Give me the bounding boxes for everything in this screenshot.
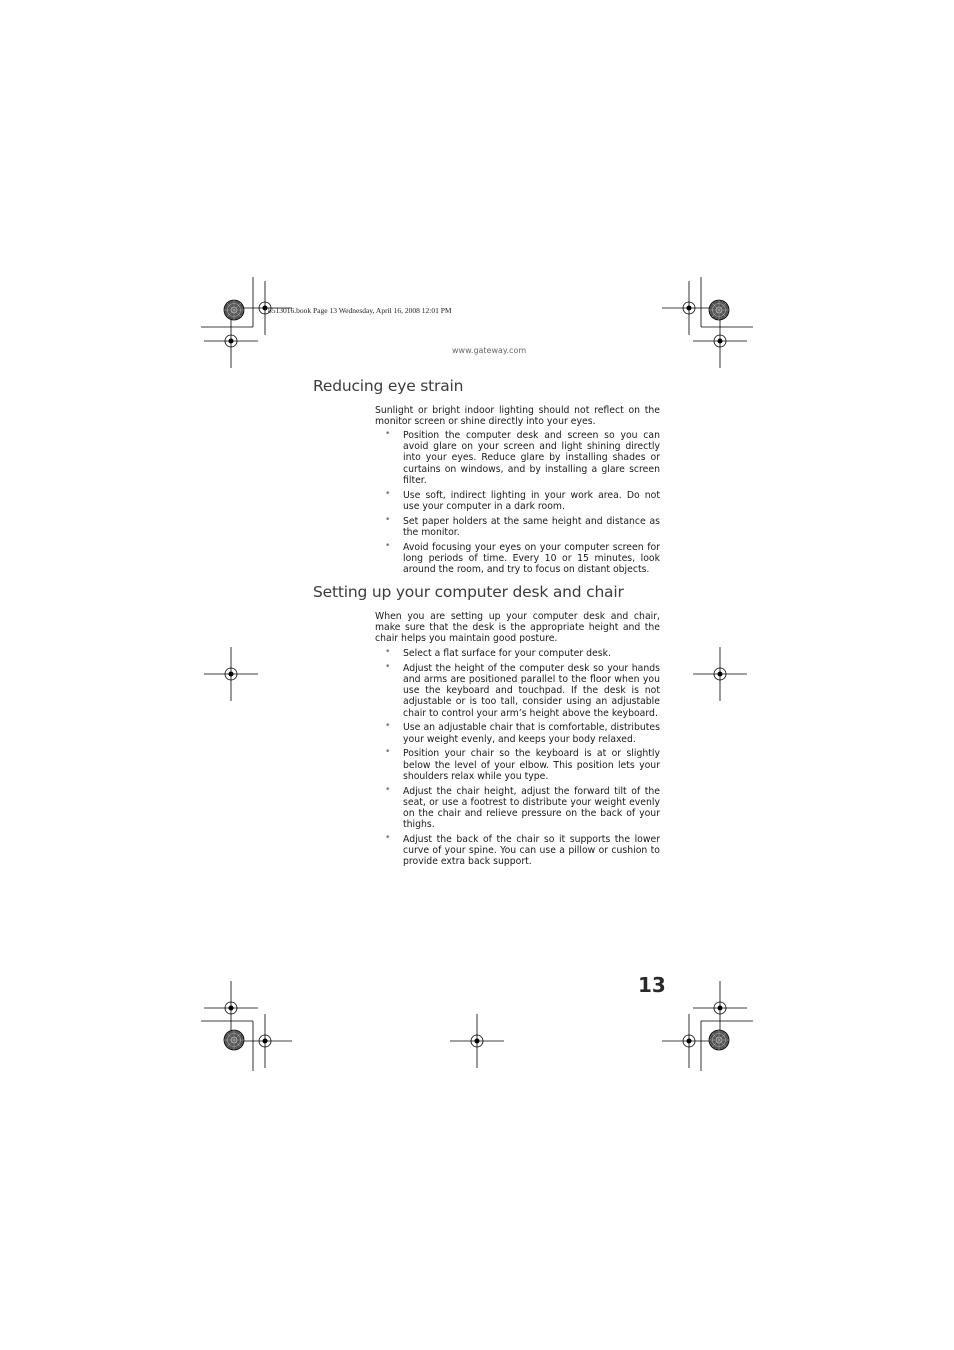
list-item: • Adjust the back of the chair so it supports the lower curve of your spine. You can use a pillow or cushion to provide extra back support. bbox=[385, 833, 660, 868]
bullet-icon: • bbox=[385, 661, 391, 672]
list-item: • Use an adjustable chair that is comfortable, distributes your weight evenly, and keeps your body relaxed. bbox=[385, 721, 660, 745]
site-url: www.gateway.com bbox=[452, 346, 527, 355]
bullet-icon: • bbox=[385, 429, 391, 439]
list-item: • Use soft, indirect lighting in your work area. Do not use your computer in a dark room. bbox=[385, 488, 660, 512]
bullet-icon: • bbox=[385, 747, 391, 758]
print-header-info: 8513016.book Page 13 Wednesday, April 16, 2008 12:01 PM bbox=[268, 306, 452, 315]
eye-strain-tips-list bbox=[375, 430, 660, 579]
bullet-icon: • bbox=[385, 514, 391, 525]
list-item: • Avoid focusing your eyes on your computer screen for long periods of time. Every 10 or 15 minutes, look around the room, and try to focus on distant objects. bbox=[385, 540, 660, 576]
bullet-icon: • bbox=[385, 488, 391, 499]
section-title-desk-and-chair: Setting up your computer desk and chair bbox=[313, 583, 624, 601]
bullet-icon: • bbox=[385, 647, 391, 657]
section-title-reducing-eye-strain: Reducing eye strain bbox=[313, 377, 464, 395]
page-number: 13 bbox=[638, 973, 666, 997]
bullet-icon: • bbox=[385, 721, 391, 732]
list-item: • Position the computer desk and screen so you can avoid glare on your screen and light shining directly into your eyes. Reduce glare by installing shades or curtains on windows, and by installing a glare screen filter. bbox=[385, 429, 660, 486]
bullet-icon: • bbox=[385, 540, 391, 551]
section-intro: Sunlight or bright indoor lighting should not reflect on the monitor screen or shine directly into your eyes. bbox=[375, 405, 660, 428]
list-item: • Position your chair so the keyboard is at or slightly below the level of your elbow. This position lets your shoulders relax while you type. bbox=[385, 747, 660, 782]
list-item: • Adjust the chair height, adjust the forward tilt of the seat, or use a footrest to distribute your weight evenly on the chair and relieve pressure on the back of your thighs. bbox=[385, 784, 660, 831]
desk-chair-tips-list bbox=[375, 648, 660, 871]
bullet-icon: • bbox=[385, 784, 391, 795]
list-item: • Select a flat surface for your computer desk. bbox=[385, 647, 611, 659]
list-item: • Set paper holders at the same height and distance as the monitor. bbox=[385, 514, 660, 538]
section-intro: When you are setting up your computer desk and chair, make sure that the desk is the appropriate height and the chair helps you maintain good posture. bbox=[375, 611, 660, 645]
bullet-icon: • bbox=[385, 833, 391, 844]
list-item: • Adjust the height of the computer desk so your hands and arms are positioned parallel to the floor when you use the keyboard and touchpad. If the desk is not adjustable or is too tall, consider using an adjustable chair to control your arm’s height above the keyboard. bbox=[385, 661, 660, 719]
